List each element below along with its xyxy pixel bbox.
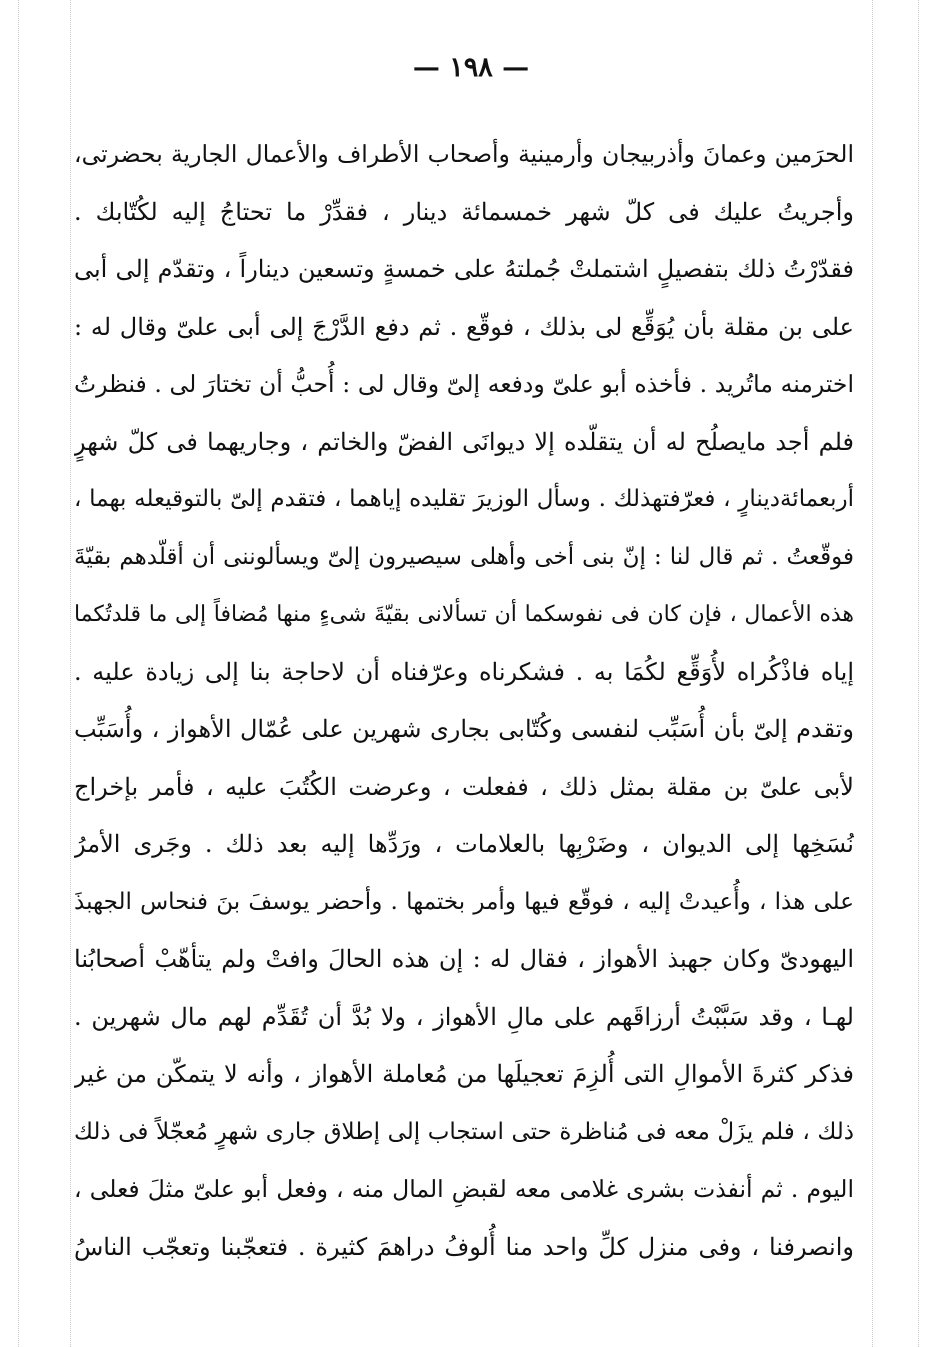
scan-artifact-line	[70, 0, 71, 1347]
text-line: وتقدم إلىّ بأن أُسَبِّب لنفسى وكُتّابى بجارى شهرين على عُمّال الأهواز ، وأُسَبِّب	[74, 715, 854, 743]
text-line: اليوم . ثم أنفذت بشرى غلامى معه لقبضِ المال منه ، وفعل أبو علىّ مثلَ فعلى ،	[74, 1175, 854, 1203]
text-line: اخترمنه ماتُريد . فأخذه أبو علىّ ودفعه إلىّ وقال لى : أُحبُّ أن تختارَ لى . فنظرتُ	[74, 370, 854, 398]
text-line: فقدّرْتُ ذلك بتفصيلٍ اشتملتْ جُملتهُ على خمسةٍ وتسعين ديناراً ، وتقدّم إلى أبى	[74, 255, 854, 283]
text-line: وانصرفنا ، وفى منزل كلِّ واحد منا أُلوفُ دراهمَ كثيرة . فتعجّبنا وتعجّب الناسُ	[74, 1232, 854, 1261]
text-line: على هذا ، وأُعيدتْ إليه ، فوقّع فيها وأمر بختمها . وأحضر يوسفَ بنَ فنحاس الجهبذَ	[74, 888, 854, 915]
text-line: لأبى علىّ بن مقلة بمثل ذلك ، ففعلت ، وعرضت الكُتُبَ عليه ، فأمر بإخراج	[74, 772, 854, 801]
text-line: أربعمائةدينارٍ ، فعرّفتهذلك . وسأل الوزيرَ تقليده إياهما ، فتقدم إلىّ بالتوقيعله بهما ،	[74, 486, 854, 512]
text-line: لهـا ، وقد سَبَّبْتُ أرزاقَهم على مالِ الأهواز ، ولا بُدَّ أن تُقَدِّم لهم مال شهرين .	[74, 1002, 854, 1031]
text-line: فوقّعتُ . ثم قال لنا : إنّ بنى أخى وأهلى سيصيرون إلىّ ويسألوننى أن أقلّدهم بقيّةَ	[74, 543, 854, 570]
text-line: اليهودىّ وكان جهبذ الأهواز ، فقال له : إن هذه الحالَ وافتْ ولم يتأهّبْ أصحابُنا	[74, 945, 854, 973]
text-line: هذه الأعمال ، فإن كان فى نفوسكما أن تسألانى بقيّةَ شىءٍ منها مُضافاً إلى ما قلدتُكما	[74, 602, 854, 627]
scan-artifact-line	[872, 0, 873, 1347]
text-line: وأجريتُ عليك فى كلّ شهر خمسمائة دينار ، فقدِّرْ ما تحتاجُ إليه لكُتّابك .	[74, 197, 854, 226]
text-line: على بن مقلة بأن يُوَقِّع لى بذلك ، فوقّع . ثم دفع الدَّرْجَ إلى أبى علىّ وقال له :	[74, 312, 854, 341]
text-line: فذكر كثرةَ الأموالِ التى أُلزِمَ تعجيلَها من مُعاملة الأهواز ، وأنه لا يتمكّن من غير	[74, 1060, 854, 1088]
body-text	[74, 126, 854, 1276]
page-number: — ١٩٨ —	[412, 52, 530, 83]
text-line: فلم أجد مايصلُح له أن يتقلّده إلا ديوانَى الفضّ والخاتم ، وجاريهما فى كلّ شهرٍ	[74, 427, 854, 456]
text-line: نُسَخِها إلى الديوان ، وضَرْبِها بالعلامات ، ورَدِّها إليه بعد ذلك . وجَرى الأمرُ	[74, 830, 854, 858]
text-line: إياه فاذْكُراه لأُوَقِّع لكُمَا به . فشكرناه وعرّفناه أن لاحاجة بنا إلى زيادة عليه .	[74, 657, 854, 686]
scan-artifact-line	[18, 0, 19, 1347]
text-line: ذلك ، فلم يزَلْ معه فى مُناظرة حتى استجاب إلى إطلاق جارى شهرٍ مُعجّلاً فى ذلك	[74, 1118, 854, 1145]
scan-artifact-line	[918, 0, 919, 1347]
text-line: الحرَمين وعمانَ وأذربيجان وأرمينية وأصحاب الأطراف والأعمال الجارية بحضرتى،	[74, 140, 854, 168]
